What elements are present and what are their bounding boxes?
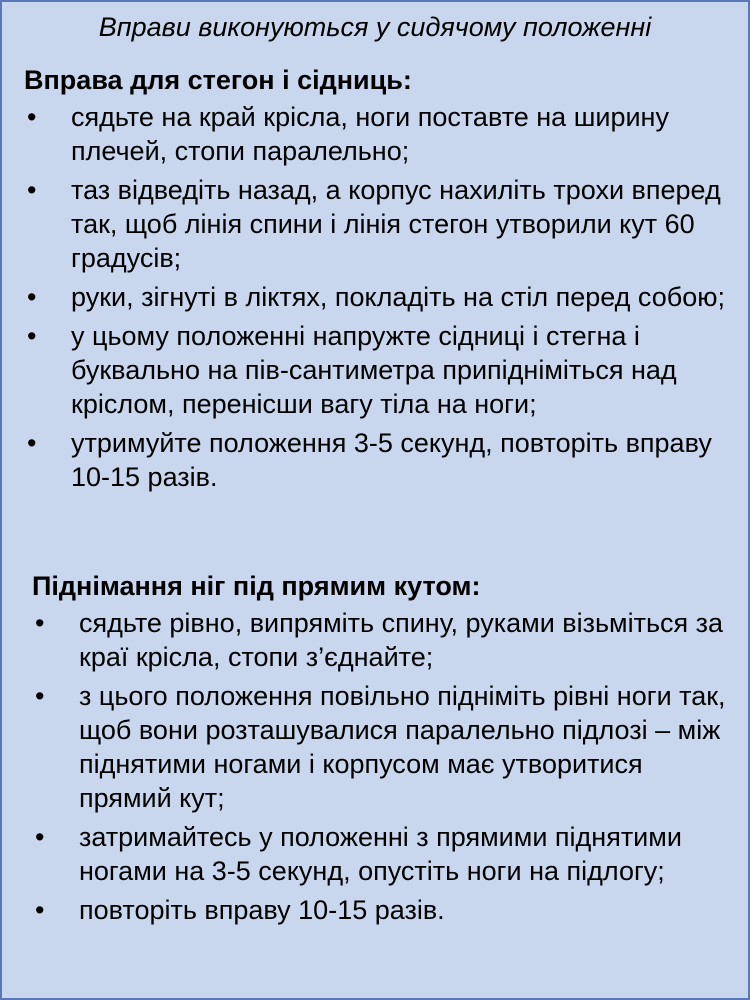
- list-item: [24, 173, 739, 275]
- list-item: [24, 100, 739, 168]
- bullet-icon: •: [35, 681, 45, 711]
- section-leg-raise-exercise: [32, 569, 737, 932]
- list-item-text: утримуйте положення 3-5 секунд, повторіть вправу 10-15 разів.: [71, 428, 712, 492]
- section-hips-exercise: [24, 63, 739, 499]
- bullet-icon: •: [27, 102, 37, 132]
- bullet-icon: •: [27, 321, 37, 351]
- list-item-text: сядьте рівно, випряміть спину, руками візьміться за краї крісла, стопи з’єднайте;: [79, 608, 724, 672]
- list-item-text: з цього положення повільно підніміть рівні ноги так, щоб вони розташувалися паралельно підлозі – між піднятими ногами і корпусом має утворитися прямий кут;: [79, 681, 726, 813]
- list-item-text: затримайтесь у положенні з прямими піднятими ногами на 3-5 секунд, опустіть ноги на підлогу;: [79, 822, 682, 886]
- list-item: [32, 893, 737, 927]
- section-title: Вправа для стегон і сідниць:: [24, 65, 412, 95]
- list-item: [24, 280, 739, 314]
- list-item: [24, 319, 739, 421]
- list-item-text: сядьте на край крісла, ноги поставте на ширину плечей, стопи паралельно;: [71, 102, 669, 166]
- bullet-icon: •: [27, 428, 37, 458]
- list-item: [32, 679, 737, 815]
- list-item-text: повторіть вправу 10-15 разів.: [79, 895, 445, 925]
- bullet-icon: •: [27, 282, 37, 312]
- bullet-list: [32, 606, 737, 927]
- bullet-icon: •: [35, 608, 45, 638]
- slide-header: Вправи виконуються у сидячому положенні: [98, 12, 652, 42]
- list-item: [32, 606, 737, 674]
- list-item: [24, 426, 739, 494]
- list-item-text: у цьому положенні напружте сідниці і стегна і буквально на пів-сантиметра припідніміться над кріслом, перенісши вагу тіла на ноги;: [71, 321, 677, 419]
- bullet-icon: •: [35, 895, 45, 925]
- section-title: Піднімання ніг під прямим кутом:: [32, 571, 481, 601]
- bullet-list: [24, 100, 739, 494]
- list-item-text: руки, зігнуті в ліктях, покладіть на стіл перед собою;: [71, 282, 725, 312]
- list-item-text: таз відведіть назад, а корпус нахиліть трохи вперед так, щоб лінія спини і лінія стегон утворили кут 60 градусів;: [71, 175, 721, 273]
- bullet-icon: •: [35, 822, 45, 852]
- bullet-icon: •: [27, 175, 37, 205]
- list-item: [32, 820, 737, 888]
